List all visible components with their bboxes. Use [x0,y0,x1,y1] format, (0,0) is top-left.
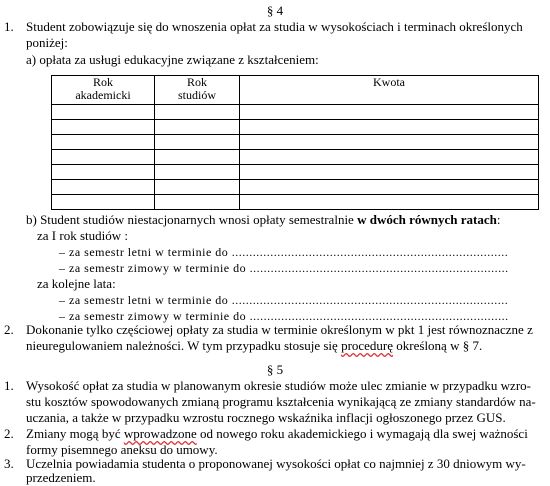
header-cell-academic-year: Rok akademicki [52,76,155,105]
paragraph-line: przedzeniem. [26,470,96,485]
table-row [52,105,539,120]
spellcheck-mark: wprowadzone [123,426,197,441]
next-years-label: za kolejne lata: [37,276,116,291]
item-number: 2. [4,322,14,337]
table-header-row [52,76,539,105]
paragraph-line: Zmiany mogą być wprowadzone od nowego roku akademickiego i wymagają dla swej ważności [26,426,528,441]
item-number: 2. [4,426,14,441]
subitem-a: a) opłata za usługi edukacyjne związane z kształceniem: [26,52,319,67]
paragraph-line: poniżej: [26,35,68,50]
table-row [52,135,539,150]
fill-in-line: – za semestr letni w terminie do ............................................................................... [59,293,509,307]
table-row [52,150,539,165]
item-number: 3. [4,456,14,471]
item-number: 1. [4,378,14,393]
spellcheck-mark: procedurę [341,338,394,353]
section-5-heading: § 5 [266,362,284,377]
header-cell-study-year: Rok studiów [155,76,240,105]
fees-table [51,75,539,210]
paragraph-line: stu kosztów spowodowanych zmianą programu kształcenia wynikającą ze zmiany standardów na- [26,394,536,409]
table-row [52,120,539,135]
fill-in-line: – za semestr zimowy w terminie do .......................................................................... [59,309,509,323]
paragraph-line: uczania, a także w przypadku wzrostu rocznego wskaźnika inflacji ogłoszonego przez GUS. [26,410,506,425]
header-cell-amount: Kwota [240,76,539,105]
item-number: 1. [4,19,14,34]
first-year-label: za I rok studiów : [37,228,128,243]
fill-in-line: – za semestr letni w terminie do ............................................................................... [59,245,509,259]
table-row [52,165,539,180]
paragraph-line: Student zobowiązuje się do wnoszenia opłat za studia w wysokościach i terminach określonych [26,19,523,34]
paragraph-line: Dokonanie tylko częściowej opłaty za studia w terminie określonym w pkt 1 jest równoznaczne z [26,322,533,337]
table-row [52,180,539,195]
subitem-b: b) Student studiów niestacjonarnych wnosi opłaty semestralnie w dwóch równych ratach: [26,212,501,227]
paragraph-line: nieuregulowaniem należności. W tym przypadku stosuje się procedurę określoną w § 7. [26,338,483,353]
bold-phrase: w dwóch równych ratach [357,212,497,227]
paragraph-line: formy pisemnego aneksu do umowy. [26,442,218,457]
section-4-heading: § 4 [266,3,284,18]
paragraph-line: Wysokość opłat za studia w planowanym okresie studiów może ulec zmianie w przypadku wzro- [26,378,531,393]
fill-in-line: – za semestr zimowy w terminie do .......................................................................... [59,261,509,275]
table-row [52,195,539,210]
paragraph-line: Uczelnia powiadamia studenta o proponowanej wysokości opłat co najmniej z 30 dniowym wy- [26,456,526,471]
